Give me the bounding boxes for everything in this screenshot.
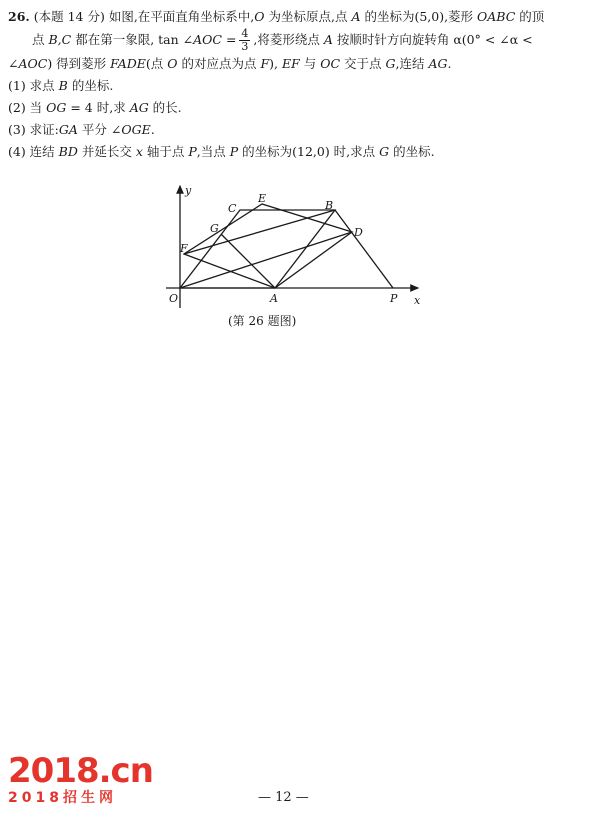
var-EF: EF xyxy=(282,56,300,71)
label-E: E xyxy=(258,192,267,205)
text: (4) 连结 xyxy=(8,144,59,159)
watermark-logo xyxy=(8,752,153,806)
text: (3) 求证: xyxy=(8,122,59,137)
var-AOC: AOC xyxy=(193,32,222,47)
text: (1) 求点 xyxy=(8,78,59,93)
text: 的坐标. xyxy=(389,144,435,159)
geometry-figure xyxy=(160,182,430,310)
label-B: B xyxy=(325,199,334,212)
text: 的长. xyxy=(148,100,182,115)
var-GA: GA xyxy=(58,122,78,137)
text: 平分 ∠ xyxy=(77,122,122,137)
segment-BP xyxy=(335,210,393,288)
var-P: P xyxy=(188,144,197,159)
var-A: A xyxy=(323,32,333,47)
segment-FB xyxy=(184,210,335,254)
fraction xyxy=(239,28,250,53)
var-OABC: OABC xyxy=(477,9,516,24)
problem-line-1 xyxy=(8,6,582,28)
problem-number: 26. xyxy=(8,9,30,24)
problem-line-3 xyxy=(8,53,582,75)
text: 的坐标为(5,0),菱形 xyxy=(360,9,478,24)
text: 点 xyxy=(32,32,49,47)
label-D: D xyxy=(354,226,363,239)
var-OGE: OGE xyxy=(121,122,151,137)
var-P: P xyxy=(229,144,239,159)
text: 的坐标. xyxy=(67,78,114,93)
text: . xyxy=(447,56,452,71)
text: 交于点 xyxy=(340,56,386,71)
label-x: x xyxy=(414,294,421,307)
text: 的坐标为(12,0) 时,求点 xyxy=(238,144,380,159)
text: (2) 当 xyxy=(8,100,47,115)
question-4 xyxy=(8,141,582,163)
fraction-numerator: 4 xyxy=(241,27,249,40)
text: 的对应点为点 xyxy=(177,56,261,71)
var-BD: BD xyxy=(58,144,78,159)
label-F: F xyxy=(180,242,188,255)
text: 并延长交 xyxy=(77,144,136,159)
var-F: F xyxy=(260,56,270,71)
watermark-sub: 2018招生网 xyxy=(8,790,117,806)
figure-caption: (第 26 题图) xyxy=(228,314,297,328)
var-O: O xyxy=(254,9,265,24)
label-A: A xyxy=(270,292,278,305)
text: ), xyxy=(269,56,282,71)
text: (本题 14 分) 如图,在平面直角坐标系中, xyxy=(33,9,255,24)
var-B: B xyxy=(58,78,68,93)
text: = xyxy=(221,32,237,47)
segment-AG xyxy=(221,234,275,288)
text: ,将菱形绕点 xyxy=(253,32,324,47)
var-FADE: FADE xyxy=(110,56,146,71)
var-AG: AG xyxy=(428,56,448,71)
var-G: G xyxy=(379,144,390,159)
label-P: P xyxy=(390,292,398,305)
label-y: y xyxy=(185,184,192,197)
text: 按顺时针方向旋转角 α(0° < ∠α < xyxy=(332,32,533,47)
var-OC: OC xyxy=(320,56,341,71)
text: (点 xyxy=(145,56,168,71)
text: = 4 时,求 xyxy=(66,100,130,115)
question-2 xyxy=(8,97,582,119)
text: ,连结 xyxy=(395,56,429,71)
var-AOC: AOC xyxy=(18,56,48,71)
text: ) 得到菱形 xyxy=(47,56,111,71)
var-BC: B,C xyxy=(48,32,72,47)
var-A: A xyxy=(351,9,361,24)
fraction-denominator: 3 xyxy=(241,40,249,53)
label-G: G xyxy=(210,222,219,235)
watermark-main: 2018.cn xyxy=(8,751,153,791)
label-C: C xyxy=(228,202,237,215)
text: 为坐标原点,点 xyxy=(264,9,352,24)
page-number: — 12 — xyxy=(258,790,309,805)
label-O: O xyxy=(169,292,179,305)
var-OG: OG xyxy=(46,100,67,115)
text: ,当点 xyxy=(196,144,230,159)
text: 轴于点 xyxy=(142,144,189,159)
problem-line-2 xyxy=(8,28,582,53)
var-O: O xyxy=(167,56,178,71)
text: 的顶 xyxy=(515,9,545,24)
text: ∠ xyxy=(8,56,19,71)
problem-26 xyxy=(8,6,582,163)
question-3 xyxy=(8,119,582,141)
var-x: x xyxy=(135,144,143,159)
question-1 xyxy=(8,75,582,97)
text: . xyxy=(150,122,155,137)
text: 都在第一象限, tan ∠ xyxy=(71,32,194,47)
var-G: G xyxy=(385,56,396,71)
var-AG: AG xyxy=(129,100,149,115)
text: 与 xyxy=(299,56,321,71)
